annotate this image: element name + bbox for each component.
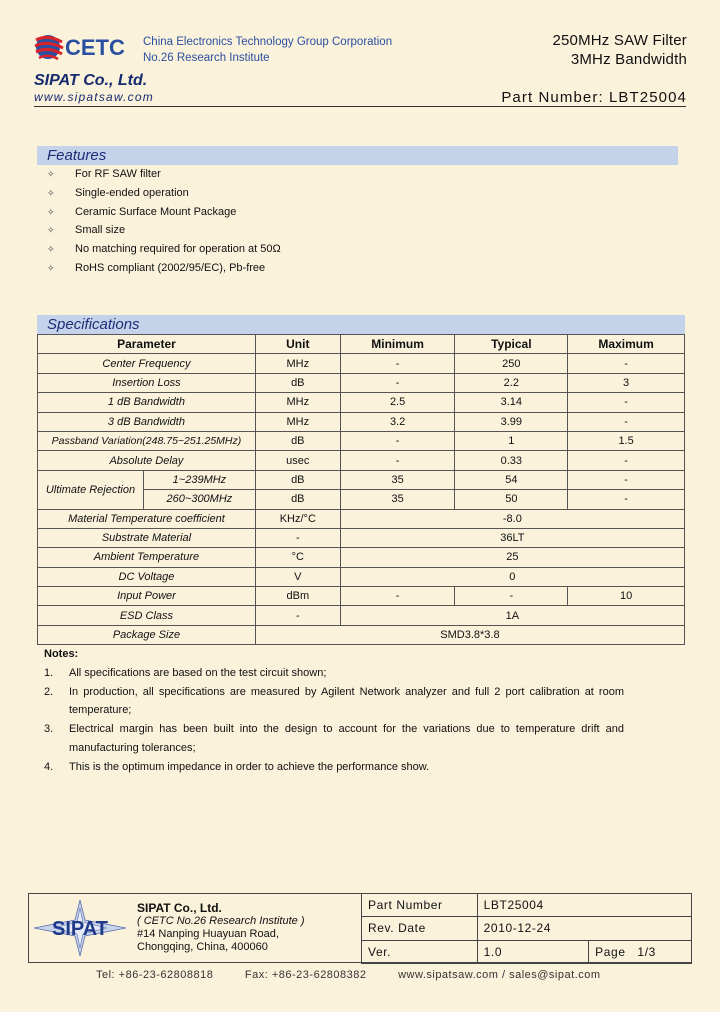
ultimate-rejection-label: Ultimate Rejection <box>38 470 144 509</box>
header-parameter: Parameter <box>38 335 256 354</box>
part-number-header: Part Number: LBT25004 <box>501 89 687 106</box>
header-typical: Typical <box>455 335 568 354</box>
table-row: Passband Variation(248.75~251.25MHz) dB - 1 1.5 <box>38 431 685 450</box>
part-number-label: Part Number <box>362 894 478 917</box>
notes-list <box>44 664 624 776</box>
diamond-bullet-icon: ✧ <box>47 225 55 236</box>
feature-item: ✧ Small size <box>47 221 281 240</box>
cetc-logo <box>34 30 134 64</box>
header-unit: Unit <box>255 335 340 354</box>
feature-item: ✧ For RF SAW filter <box>47 165 281 184</box>
header-divider <box>34 106 686 107</box>
header-minimum: Minimum <box>340 335 455 354</box>
features-heading: Features <box>37 146 678 165</box>
note-item: 4. This is the optimum impedance in order to achieve the performance show. <box>44 760 430 773</box>
table-row: Material Temperature coefficient KHz/°C -8.0 <box>38 509 685 528</box>
table-row: Ambient Temperature °C 25 <box>38 548 685 567</box>
note-item: 3. Electrical margin has been built into the design to account for the variations due to temperature drift and manufacturing tolerances; <box>44 723 624 754</box>
feature-item: ✧ Single-ended operation <box>47 184 281 203</box>
table-header-row <box>38 335 685 354</box>
specifications-table <box>37 334 685 645</box>
table-row: 260~300MHz dB 35 50 - <box>38 490 685 509</box>
note-item: 2. In production, all specifications are measured by Agilent Network analyzer and full 2 port calibration at room temperature; <box>44 685 624 717</box>
table-row: Input Power dBm - - 10 <box>38 587 685 606</box>
feature-item: ✧ Ceramic Surface Mount Package <box>47 203 281 222</box>
title-line2: 3MHz Bandwidth <box>570 51 687 68</box>
sipat-logo-text: SIPAT <box>52 918 108 940</box>
ver-label: Ver. <box>362 940 478 963</box>
table-row <box>362 940 692 963</box>
footer-web-email[interactable]: www.sipatsaw.com / sales@sipat.com <box>398 969 601 981</box>
footer-address1: #14 Nanping Huayuan Road, <box>137 928 279 940</box>
ver-value: 1.0 <box>477 940 589 963</box>
table-row: Ultimate Rejection 1~239MHz dB 35 54 - <box>38 470 685 489</box>
table-row: Center Frequency MHz - 250 - <box>38 354 685 373</box>
footer-tel: Tel: +86-23-62808818 <box>96 969 214 981</box>
diamond-bullet-icon: ✧ <box>47 206 55 217</box>
cetc-globe-icon <box>35 35 63 59</box>
header-maximum: Maximum <box>568 335 685 354</box>
cetc-logo-text: CETC <box>65 35 125 60</box>
feature-item: ✧ No matching required for operation at 50Ω <box>47 240 281 259</box>
table-row: Substrate Material - 36LT <box>38 528 685 547</box>
footer-institute: ( CETC No.26 Research Institute ) <box>137 915 305 927</box>
diamond-bullet-icon: ✧ <box>47 262 55 273</box>
rev-date-value: 2010-12-24 <box>477 917 691 940</box>
company-website[interactable]: www.sipatsaw.com <box>34 90 154 104</box>
sipat-logo <box>32 898 128 958</box>
document-info-table <box>361 893 692 964</box>
footer-company-info <box>137 902 305 954</box>
note-item: 1. All specifications are based on the test circuit shown; <box>44 667 327 679</box>
diamond-bullet-icon: ✧ <box>47 244 55 255</box>
diamond-bullet-icon: ✧ <box>47 187 55 198</box>
table-row: 3 dB Bandwidth MHz 3.2 3.99 - <box>38 412 685 431</box>
contact-line <box>96 969 601 981</box>
diamond-bullet-icon: ✧ <box>47 169 55 179</box>
footer-address2: Chongqing, China, 400060 <box>137 941 268 953</box>
footer-fax: Fax: +86-23-62808382 <box>244 969 367 981</box>
feature-item: ✧ RoHS compliant (2002/95/EC), Pb-free <box>47 259 281 278</box>
table-row <box>362 917 692 940</box>
table-row: 1 dB Bandwidth MHz 2.5 3.14 - <box>38 393 685 412</box>
table-row: DC Voltage V 0 <box>38 567 685 586</box>
table-row: Package Size SMD3.8*3.8 <box>38 625 685 644</box>
notes-title: Notes: <box>44 648 79 660</box>
table-row <box>362 894 692 917</box>
table-row: Absolute Delay usec - 0.33 - <box>38 451 685 470</box>
table-row: Insertion Loss dB - 2.2 3 <box>38 373 685 392</box>
table-row: ESD Class - 1A <box>38 606 685 625</box>
rev-date-label: Rev. Date <box>362 917 478 940</box>
features-list <box>47 165 281 278</box>
company-name: SIPAT Co., Ltd. <box>34 72 148 89</box>
part-number-value: LBT25004 <box>477 894 691 917</box>
page-indicator: Page 1/3 <box>589 940 692 963</box>
cetc-organization <box>143 35 392 66</box>
title-line1: 250MHz SAW Filter <box>552 32 687 49</box>
cetc-org-line1: China Electronics Technology Group Corporation <box>143 36 393 48</box>
specifications-heading: Specifications <box>37 315 685 334</box>
cetc-org-line2: No.26 Research Institute <box>143 51 270 64</box>
footer-company-name: SIPAT Co., Ltd. <box>137 901 222 915</box>
product-title <box>552 31 687 69</box>
